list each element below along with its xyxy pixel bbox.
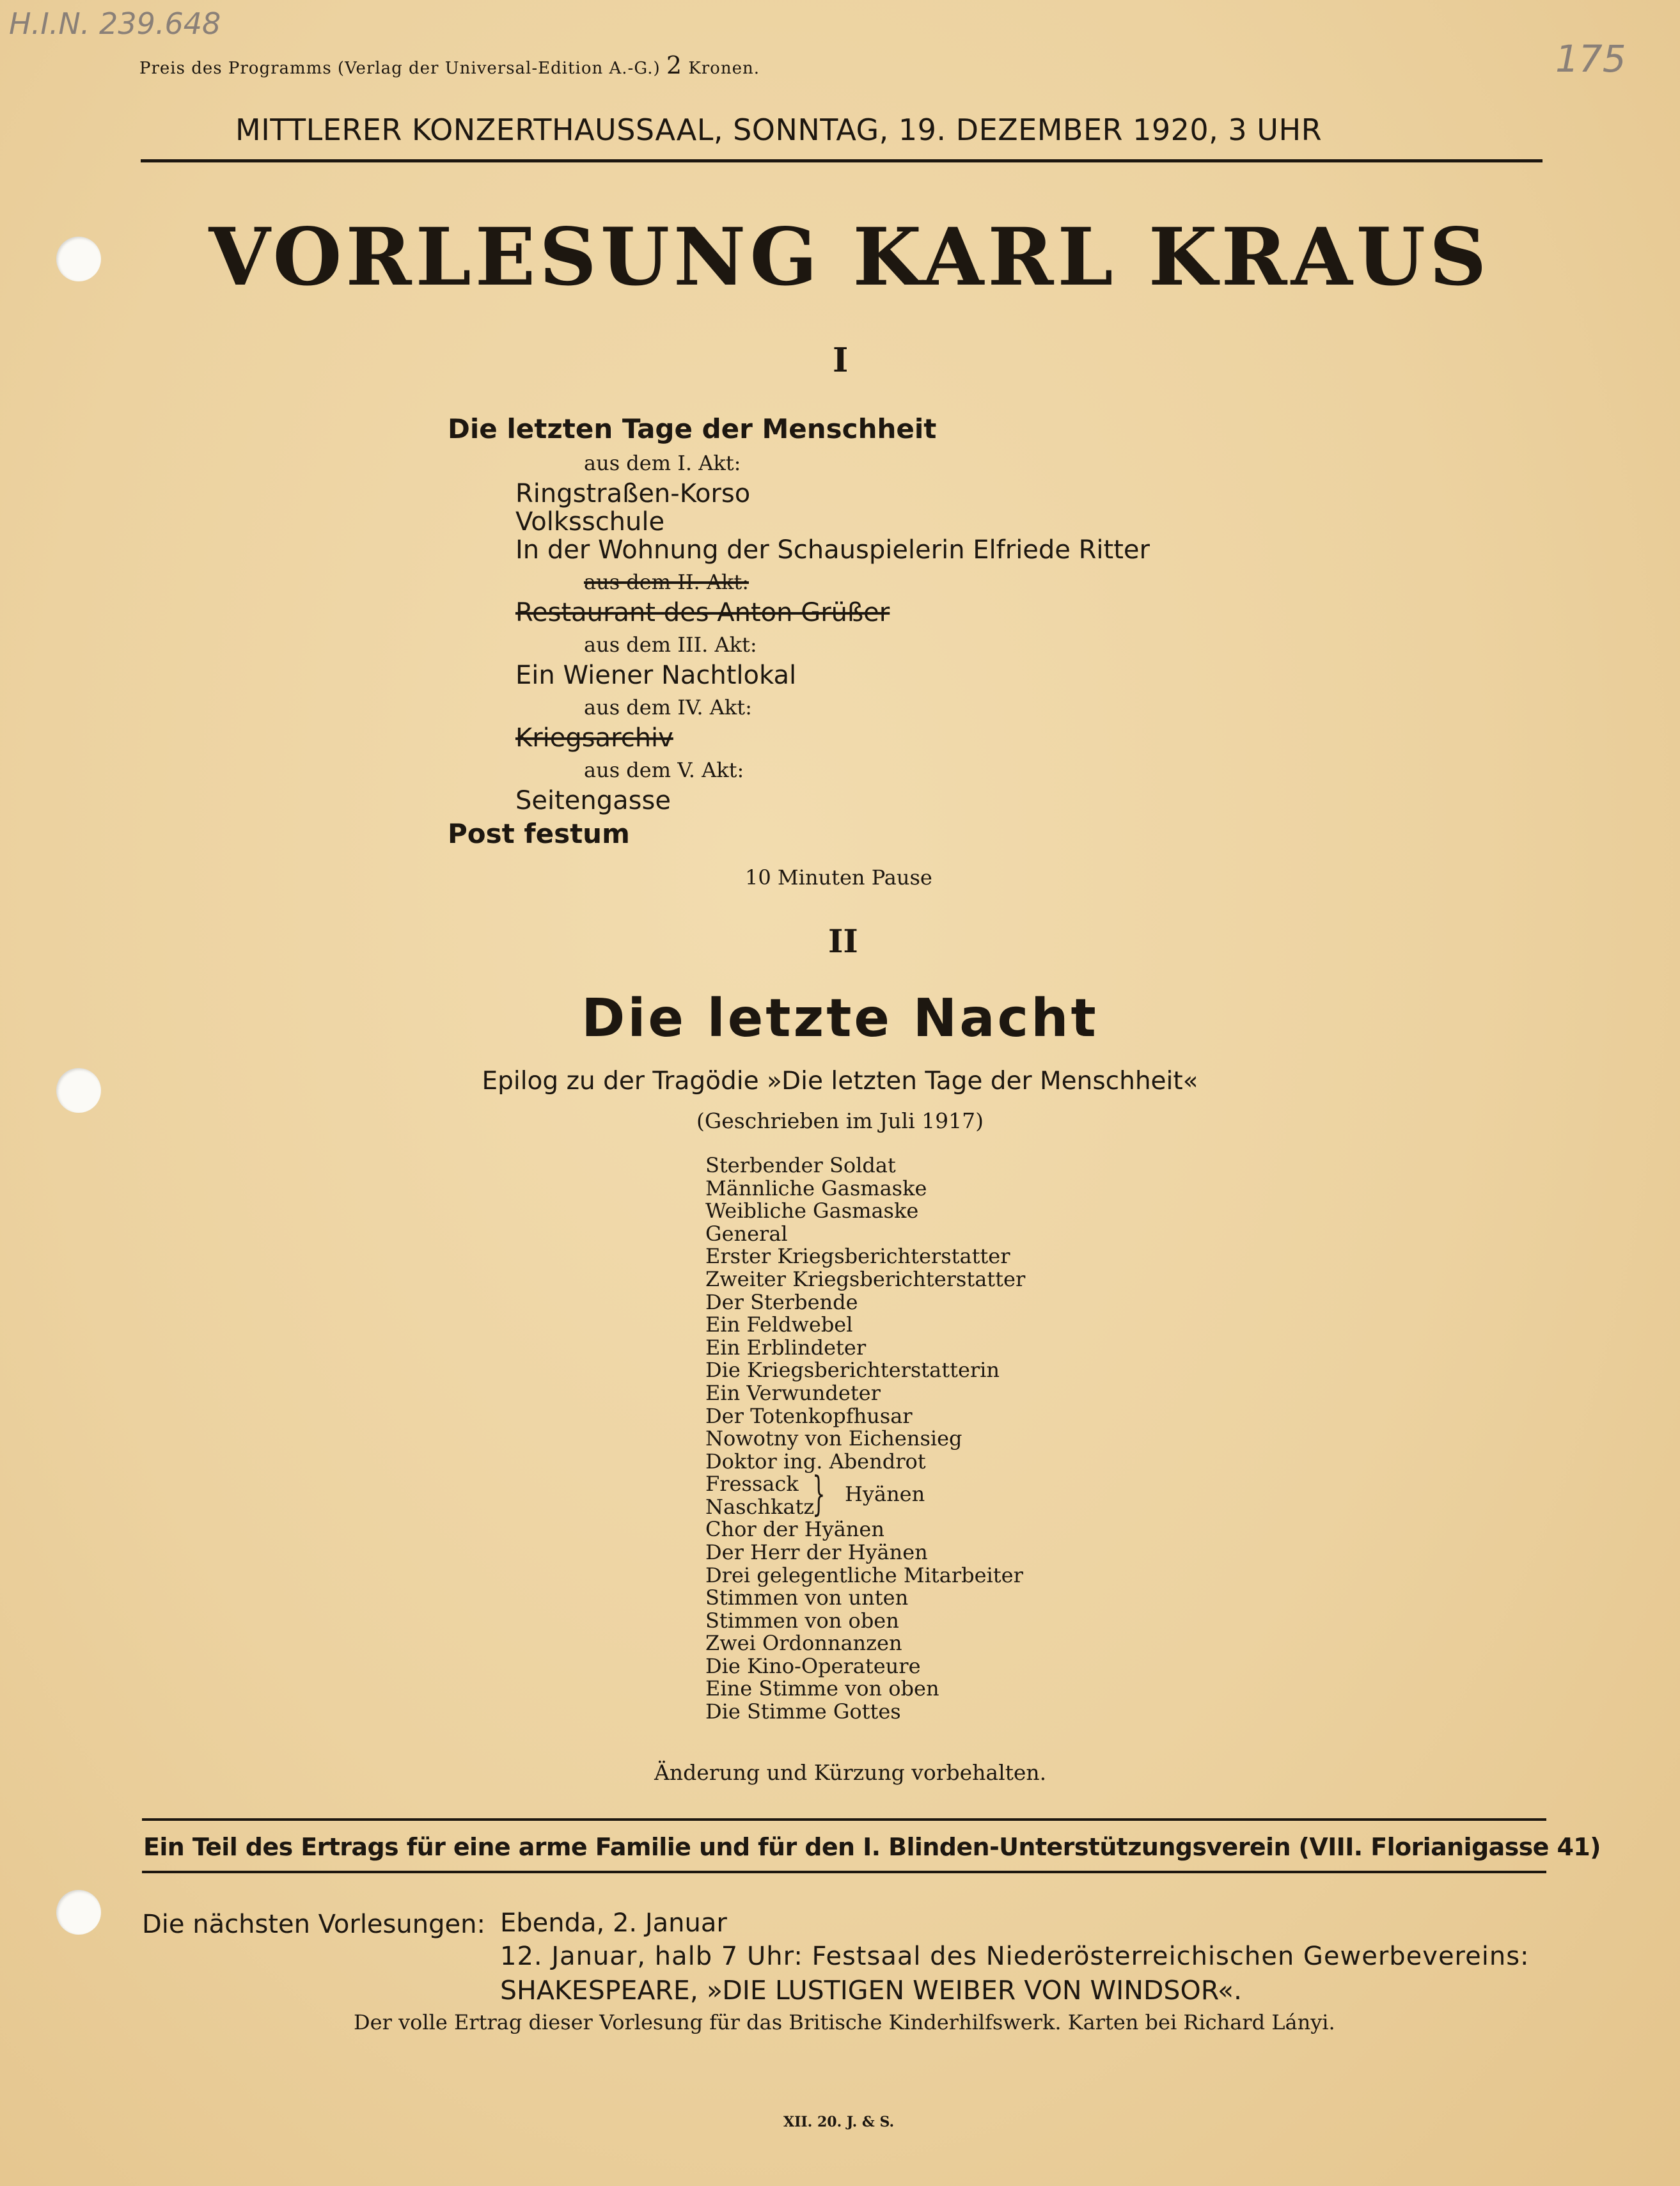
cast-item: Drei gelegentliche Mitarbeiter	[705, 1562, 1023, 1587]
written-date: (Geschrieben im Juli 1917)	[696, 1108, 984, 1133]
brace-icon: }	[812, 1467, 826, 1521]
charity-rule-bottom	[142, 1871, 1546, 1873]
hyena-group-label: Hyänen	[845, 1482, 925, 1507]
part-two-numeral: II	[828, 922, 858, 960]
price-value: 2	[666, 51, 683, 79]
cast-item: Ein Feldwebel	[705, 1312, 853, 1337]
act3-item: Ein Wiener Nachtlokal	[515, 661, 797, 690]
next-readings-label: Die nächsten Vorlesungen:	[142, 1910, 485, 1939]
next-reading-2: 12. Januar, halb 7 Uhr: Festsaal des Niederösterreichischen Gewerbevereins:	[500, 1942, 1530, 1971]
cast-item: Doktor ing. Abendrot	[705, 1449, 926, 1474]
work-title: Die letzten Tage der Menschheit	[448, 413, 937, 444]
punch-hole-bottom	[56, 1890, 101, 1935]
act3-label: aus dem III. Akt:	[584, 633, 757, 657]
header-rule	[141, 159, 1543, 162]
hyena-group	[705, 1467, 1025, 1521]
cast-item: Eine Stimme von oben	[705, 1676, 939, 1701]
cast-item: Sterbender Soldat	[705, 1153, 896, 1177]
cast-list	[705, 1154, 1025, 1724]
cast-item: Die Kino-Operateure	[705, 1653, 921, 1678]
intermission: 10 Minuten Pause	[745, 865, 932, 890]
main-title: VORLESUNG KARL KRAUS	[208, 211, 1491, 304]
cast-item: Weibliche Gasmaske	[705, 1199, 919, 1223]
printer-mark: XII. 20. J. & S.	[783, 2114, 895, 2130]
act1-item-2: Volksschule	[515, 507, 665, 537]
cast-item: Der Totenkopfhusar	[705, 1403, 913, 1428]
act5-label: aus dem V. Akt:	[584, 758, 744, 782]
cast-item: Fressack	[705, 1472, 799, 1497]
act2-label: aus dem II. Akt:	[584, 570, 749, 594]
price-currency: Kronen.	[688, 59, 760, 78]
page-number: 175	[1555, 37, 1626, 81]
archive-mark: H.I.N. 239.648	[9, 6, 221, 41]
cast-item: Zweiter Kriegsberichterstatter	[705, 1266, 1026, 1291]
act4-item: Kriegsarchiv	[515, 723, 673, 753]
price-text: Preis des Programms (Verlag der Universal-Edition A.-G.)	[139, 59, 661, 78]
venue-line: MITTLERER KONZERTHAUSSAAL, SONNTAG, 19. DEZEMBER 1920, 3 UHR	[235, 113, 1323, 147]
cast-item: Naschkatz	[705, 1494, 815, 1519]
cast-item: Der Sterbende	[705, 1289, 858, 1314]
reservation-note: Änderung und Kürzung vorbehalten.	[654, 1760, 1047, 1785]
cast-item: Männliche Gasmaske	[705, 1176, 927, 1200]
act1-item-1: Ringstraßen-Korso	[515, 479, 751, 508]
cast-item: General	[705, 1221, 788, 1246]
act1-item-3: In der Wohnung der Schauspielerin Elfriede Ritter	[515, 535, 1150, 565]
hyena-names	[705, 1473, 814, 1518]
part-one-numeral: I	[833, 341, 849, 380]
cast-item: Die Stimme Gottes	[705, 1699, 901, 1724]
cast-item: Ein Erblindeter	[705, 1335, 867, 1360]
act4-label: aus dem IV. Akt:	[584, 695, 752, 719]
act1-label: aus dem I. Akt:	[584, 451, 741, 475]
charity-line: Ein Teil des Ertrags für eine arme Familie und für den I. Blinden-Unterstützungsverein (VIII. Florianigasse 41)	[143, 1833, 1601, 1861]
cast-item: Chor der Hyänen	[705, 1517, 884, 1542]
closing-piece: Post festum	[448, 818, 630, 849]
next-reading-note: Der volle Ertrag dieser Vorlesung für das Britische Kinderhilfswerk. Karten bei Richard Lányi.	[354, 2010, 1335, 2034]
cast-item: Stimmen von oben	[705, 1608, 899, 1633]
act2-item: Restaurant des Anton Grüßer	[515, 598, 890, 627]
cast-item: Zwei Ordonnanzen	[705, 1631, 902, 1656]
epilogue-subtitle: Epilog zu der Tragödie »Die letzten Tage der Menschheit«	[482, 1067, 1198, 1096]
act5-item: Seitengasse	[515, 786, 671, 815]
next-reading-1: Ebenda, 2. Januar	[500, 1908, 727, 1938]
cast-item: Nowotny von Eichensieg	[705, 1426, 962, 1451]
cast-item: Der Herr der Hyänen	[705, 1539, 928, 1564]
cast-item: Ein Verwundeter	[705, 1380, 881, 1405]
cast-item: Die Kriegsberichterstatterin	[705, 1358, 1000, 1383]
charity-rule-top	[142, 1818, 1546, 1821]
next-reading-3: SHAKESPEARE, »DIE LUSTIGEN WEIBER VON WINDSOR«.	[500, 1975, 1243, 2006]
price-line	[139, 51, 760, 79]
epilogue-title: Die letzte Nacht	[581, 988, 1099, 1049]
cast-item: Erster Kriegsberichterstatter	[705, 1244, 1010, 1269]
cast-item: Stimmen von unten	[705, 1585, 909, 1610]
